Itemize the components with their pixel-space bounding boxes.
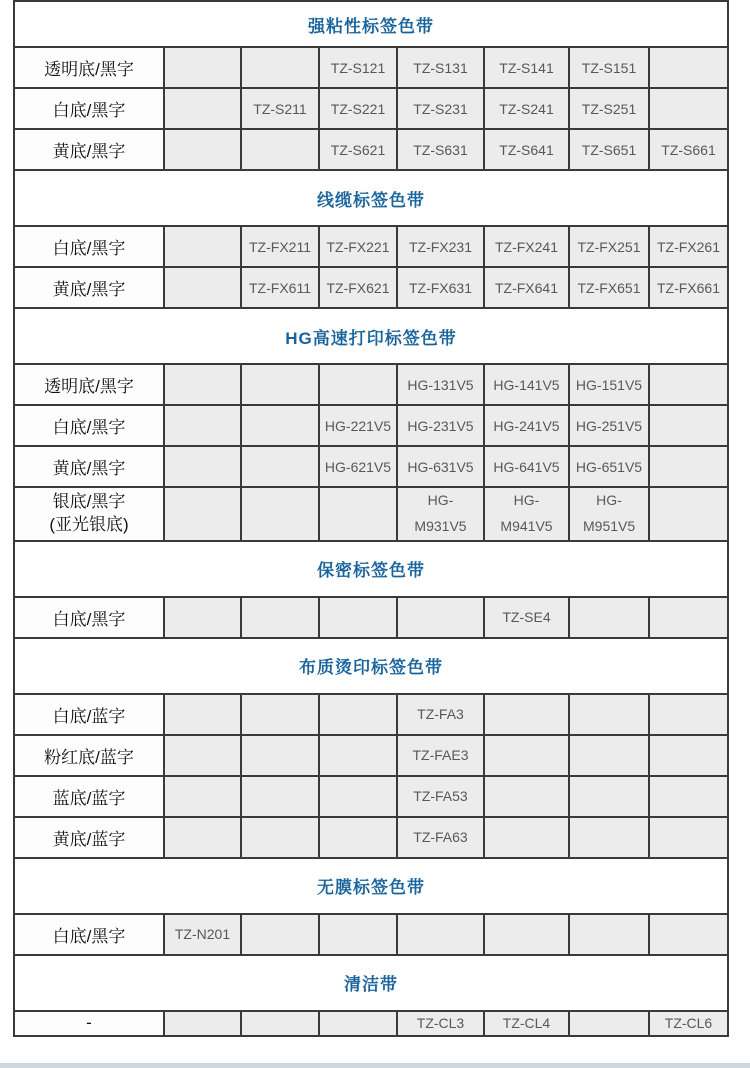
empty-cell bbox=[164, 47, 241, 88]
model-cell: HG-621V5 bbox=[319, 446, 397, 487]
empty-cell bbox=[164, 1011, 241, 1036]
model-cell: TZ-FX211 bbox=[241, 226, 319, 267]
model-cell: HG-221V5 bbox=[319, 405, 397, 446]
row-label-cell: 黄底/黑字 bbox=[14, 129, 164, 170]
empty-cell bbox=[164, 776, 241, 817]
empty-cell bbox=[569, 1011, 649, 1036]
empty-cell bbox=[164, 364, 241, 405]
empty-cell bbox=[319, 694, 397, 735]
empty-cell bbox=[241, 735, 319, 776]
empty-cell bbox=[649, 487, 728, 541]
empty-cell bbox=[569, 735, 649, 776]
model-cell: TZ-S211 bbox=[241, 88, 319, 129]
model-cell: TZ-FX661 bbox=[649, 267, 728, 308]
model-cell: HG-M941V5 bbox=[484, 487, 569, 541]
section-title: 保密标签色带 bbox=[14, 541, 728, 597]
row-label-cell: 粉红底/蓝字 bbox=[14, 735, 164, 776]
empty-cell bbox=[241, 597, 319, 638]
empty-cell bbox=[569, 694, 649, 735]
row-label-cell: 黄底/黑字 bbox=[14, 446, 164, 487]
empty-cell bbox=[241, 817, 319, 858]
model-cell: TZ-CL3 bbox=[397, 1011, 484, 1036]
model-cell: TZ-S221 bbox=[319, 88, 397, 129]
section-title: 布质烫印标签色带 bbox=[14, 638, 728, 694]
empty-cell bbox=[241, 487, 319, 541]
model-cell: TZ-FX221 bbox=[319, 226, 397, 267]
model-cell: TZ-FX261 bbox=[649, 226, 728, 267]
empty-cell bbox=[319, 597, 397, 638]
empty-cell bbox=[319, 914, 397, 955]
model-cell: TZ-N201 bbox=[164, 914, 241, 955]
model-cell: TZ-S231 bbox=[397, 88, 484, 129]
empty-cell bbox=[164, 267, 241, 308]
empty-cell bbox=[164, 88, 241, 129]
empty-cell bbox=[649, 914, 728, 955]
model-cell: TZ-FA63 bbox=[397, 817, 484, 858]
empty-cell bbox=[164, 597, 241, 638]
empty-cell bbox=[241, 47, 319, 88]
model-cell: TZ-FX621 bbox=[319, 267, 397, 308]
model-cell: TZ-S251 bbox=[569, 88, 649, 129]
model-cell: TZ-CL4 bbox=[484, 1011, 569, 1036]
model-cell: TZ-S141 bbox=[484, 47, 569, 88]
model-cell: HG-251V5 bbox=[569, 405, 649, 446]
model-cell: TZ-S621 bbox=[319, 129, 397, 170]
model-cell: TZ-CL6 bbox=[649, 1011, 728, 1036]
empty-cell bbox=[569, 776, 649, 817]
model-cell: HG-241V5 bbox=[484, 405, 569, 446]
section-title: 强粘性标签色带 bbox=[14, 1, 728, 47]
empty-cell bbox=[569, 597, 649, 638]
model-cell: TZ-S631 bbox=[397, 129, 484, 170]
empty-cell bbox=[164, 226, 241, 267]
empty-cell bbox=[241, 446, 319, 487]
empty-cell bbox=[649, 47, 728, 88]
model-cell: HG-651V5 bbox=[569, 446, 649, 487]
empty-cell bbox=[649, 817, 728, 858]
empty-cell bbox=[569, 914, 649, 955]
model-cell: TZ-FAE3 bbox=[397, 735, 484, 776]
row-label-cell: 白底/黑字 bbox=[14, 597, 164, 638]
empty-cell bbox=[241, 405, 319, 446]
empty-cell bbox=[649, 694, 728, 735]
model-cell: HG-151V5 bbox=[569, 364, 649, 405]
empty-cell bbox=[484, 914, 569, 955]
section-title: HG高速打印标签色带 bbox=[14, 308, 728, 364]
model-cell: HG-631V5 bbox=[397, 446, 484, 487]
row-label-cell: 白底/黑字 bbox=[14, 914, 164, 955]
model-cell: TZ-FX651 bbox=[569, 267, 649, 308]
empty-cell bbox=[319, 364, 397, 405]
empty-cell bbox=[241, 129, 319, 170]
empty-cell bbox=[397, 597, 484, 638]
empty-cell bbox=[164, 129, 241, 170]
empty-cell bbox=[319, 776, 397, 817]
empty-cell bbox=[649, 446, 728, 487]
empty-cell bbox=[241, 914, 319, 955]
empty-cell bbox=[319, 487, 397, 541]
row-label-line1: 银底/黑字 bbox=[52, 491, 126, 511]
model-cell: TZ-FX231 bbox=[397, 226, 484, 267]
empty-cell bbox=[241, 364, 319, 405]
empty-cell bbox=[649, 597, 728, 638]
empty-cell bbox=[241, 776, 319, 817]
empty-cell bbox=[319, 817, 397, 858]
row-label-cell: 白底/黑字 bbox=[14, 226, 164, 267]
row-label-cell: 白底/蓝字 bbox=[14, 694, 164, 735]
row-label-cell: 黄底/黑字 bbox=[14, 267, 164, 308]
empty-cell bbox=[569, 817, 649, 858]
empty-cell bbox=[241, 694, 319, 735]
empty-cell bbox=[319, 735, 397, 776]
row-label-cell: - bbox=[14, 1011, 164, 1036]
model-cell: HG-141V5 bbox=[484, 364, 569, 405]
model-cell: TZ-FX611 bbox=[241, 267, 319, 308]
model-cell: TZ-FX641 bbox=[484, 267, 569, 308]
tape-models-table bbox=[13, 0, 729, 1037]
row-label-cell: 白底/黑字 bbox=[14, 405, 164, 446]
model-cell: TZ-S641 bbox=[484, 129, 569, 170]
empty-cell bbox=[484, 735, 569, 776]
model-cell: HG-231V5 bbox=[397, 405, 484, 446]
model-cell: TZ-S121 bbox=[319, 47, 397, 88]
empty-cell bbox=[649, 364, 728, 405]
empty-cell bbox=[164, 405, 241, 446]
empty-cell bbox=[319, 1011, 397, 1036]
model-cell: HG-131V5 bbox=[397, 364, 484, 405]
section-title: 清洁带 bbox=[14, 955, 728, 1011]
empty-cell bbox=[241, 1011, 319, 1036]
model-cell: TZ-FX241 bbox=[484, 226, 569, 267]
model-cell: HG-M951V5 bbox=[569, 487, 649, 541]
row-label-cell: 黄底/蓝字 bbox=[14, 817, 164, 858]
row-label-cell: 透明底/黑字 bbox=[14, 364, 164, 405]
model-cell: TZ-SE4 bbox=[484, 597, 569, 638]
empty-cell bbox=[164, 817, 241, 858]
model-cell: TZ-S661 bbox=[649, 129, 728, 170]
row-label-cell: 透明底/黑字 bbox=[14, 47, 164, 88]
model-cell: TZ-S651 bbox=[569, 129, 649, 170]
model-cell: TZ-FA3 bbox=[397, 694, 484, 735]
model-cell: HG-641V5 bbox=[484, 446, 569, 487]
empty-cell bbox=[649, 735, 728, 776]
empty-cell bbox=[164, 694, 241, 735]
section-title: 线缆标签色带 bbox=[14, 170, 728, 226]
empty-cell bbox=[484, 694, 569, 735]
empty-cell bbox=[397, 914, 484, 955]
row-label-cell bbox=[14, 487, 164, 541]
model-cell: TZ-FA53 bbox=[397, 776, 484, 817]
model-cell: HG-M931V5 bbox=[397, 487, 484, 541]
bottom-bar bbox=[0, 1063, 750, 1068]
empty-cell bbox=[484, 817, 569, 858]
model-cell: TZ-FX631 bbox=[397, 267, 484, 308]
empty-cell bbox=[164, 446, 241, 487]
row-label-cell: 蓝底/蓝字 bbox=[14, 776, 164, 817]
row-label-line2: (亚光银底) bbox=[49, 514, 129, 534]
empty-cell bbox=[164, 735, 241, 776]
row-label-cell: 白底/黑字 bbox=[14, 88, 164, 129]
model-cell: TZ-FX251 bbox=[569, 226, 649, 267]
section-title: 无膜标签色带 bbox=[14, 858, 728, 914]
empty-cell bbox=[649, 88, 728, 129]
model-cell: TZ-S151 bbox=[569, 47, 649, 88]
model-cell: TZ-S131 bbox=[397, 47, 484, 88]
empty-cell bbox=[164, 487, 241, 541]
empty-cell bbox=[484, 776, 569, 817]
empty-cell bbox=[649, 405, 728, 446]
model-cell: TZ-S241 bbox=[484, 88, 569, 129]
tape-models-table-wrap bbox=[13, 0, 729, 1037]
empty-cell bbox=[649, 776, 728, 817]
